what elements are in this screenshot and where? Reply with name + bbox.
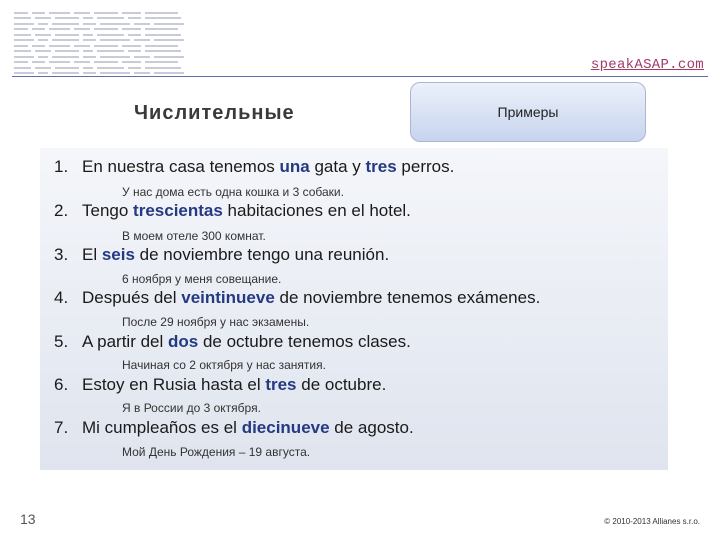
examples-tab-label: Примеры (497, 104, 559, 120)
table-thumbnail (14, 10, 270, 80)
sentence-text: habitaciones en el hotel. (222, 201, 411, 220)
numeral-highlight: una (279, 157, 310, 176)
numeral-highlight: veintinueve (181, 288, 275, 307)
site-link[interactable]: speakASAP.com (590, 57, 704, 73)
example-sentence (54, 288, 540, 308)
numeral-highlight: dos (168, 332, 199, 351)
sentence-text: Después del (82, 288, 182, 307)
sentence-text: Tengo (82, 201, 134, 220)
example-sentence (54, 332, 411, 352)
sentence-text: En nuestra casa tenemos (82, 157, 280, 176)
sentence-number: 6. (54, 375, 69, 394)
header-divider (12, 76, 708, 77)
slide-number: 13 (20, 511, 36, 527)
slide-title: Числительные (134, 102, 295, 124)
example-sentence (54, 245, 389, 265)
sentence-translation: В моем отеле 300 комнат. (122, 229, 266, 243)
example-sentence (54, 375, 386, 395)
sentence-text: de octubre. (296, 375, 387, 394)
sentence-text: gata y (309, 157, 366, 176)
sentence-text: El (82, 245, 102, 264)
sentence-translation: Мой День Рождения – 19 августа. (122, 445, 311, 459)
sentence-number: 4. (54, 288, 69, 307)
sentence-text: de noviembre tengo una reunión. (134, 245, 390, 264)
sentence-translation: Начиная со 2 октября у нас занятия. (122, 358, 326, 372)
numeral-highlight: tres (265, 375, 297, 394)
sentence-number: 2. (54, 201, 69, 220)
sentence-number: 7. (54, 418, 69, 437)
sentence-translation: После 29 ноября у нас экзамены. (122, 315, 310, 329)
numeral-highlight: seis (101, 245, 135, 264)
sentence-text: de octubre tenemos clases. (198, 332, 411, 351)
sentence-text: Mi cumpleaños es el (82, 418, 242, 437)
sentence-text: de agosto. (329, 418, 414, 437)
example-sentence (54, 201, 411, 221)
sentence-text: de noviembre tenemos exámenes. (274, 288, 541, 307)
sentence-text: perros. (396, 157, 455, 176)
sentence-number: 5. (54, 332, 69, 351)
sentence-number: 3. (54, 245, 69, 264)
example-sentence (54, 157, 454, 177)
sentence-translation: 6 ноября у меня совещание. (122, 272, 282, 286)
sentence-translation: Я в России до 3 октября. (122, 401, 261, 415)
numeral-highlight: tres (365, 157, 397, 176)
sentence-translation: У нас дома есть одна кошка и 3 собаки. (122, 185, 344, 199)
numeral-highlight: trescientas (133, 201, 223, 220)
sentence-text: Estoy en Rusia hasta el (82, 375, 266, 394)
sentence-text: A partir del (82, 332, 168, 351)
examples-tab[interactable] (410, 82, 646, 142)
copyright: © 2010-2013 Allianes s.r.o. (604, 517, 700, 526)
sentence-number: 1. (54, 157, 69, 176)
example-sentence (54, 418, 414, 438)
numeral-highlight: diecinueve (241, 418, 330, 437)
